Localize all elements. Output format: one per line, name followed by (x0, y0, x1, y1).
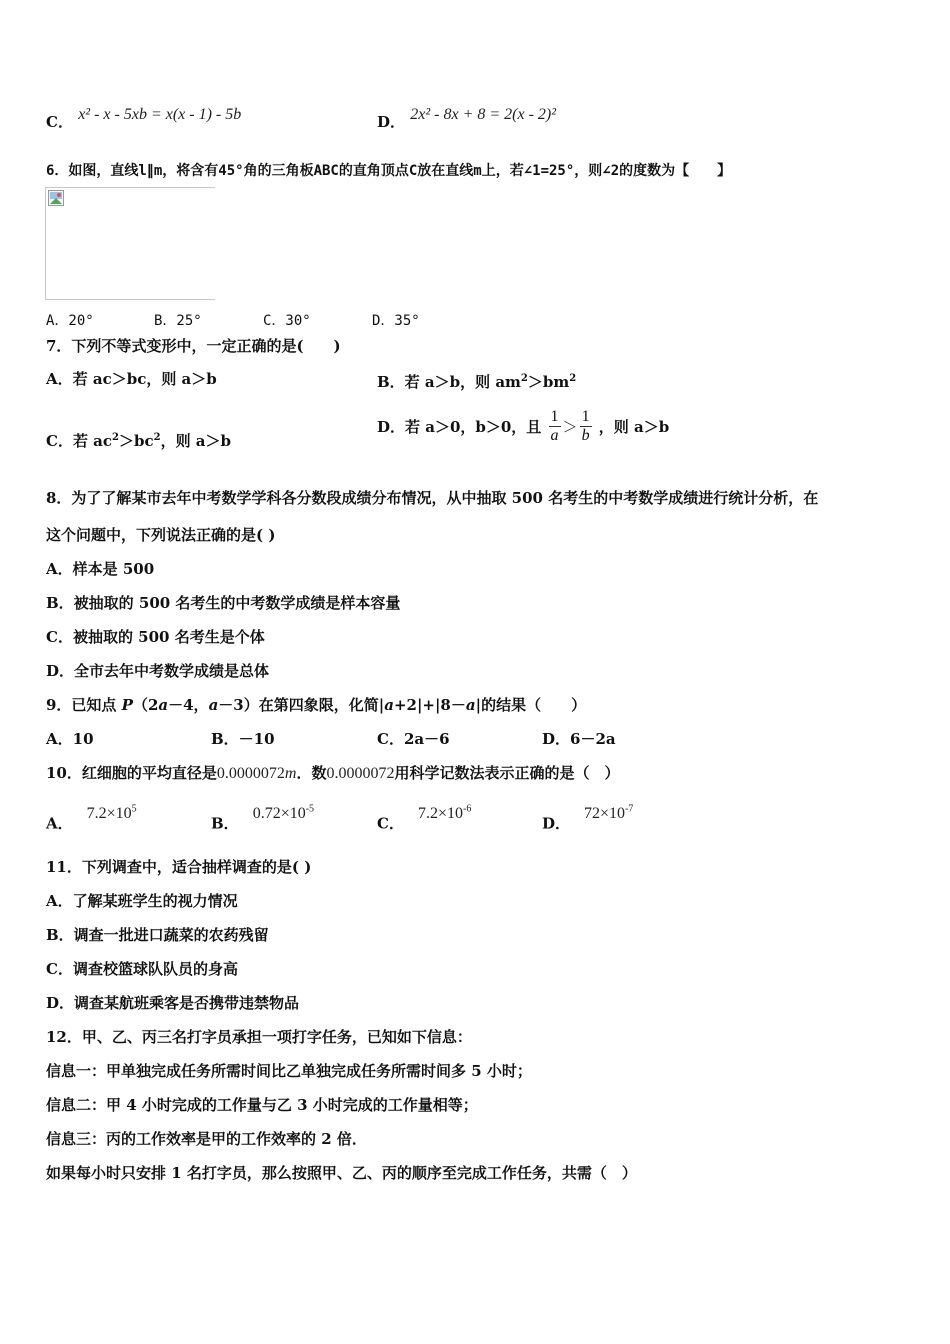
q10-stem: 10．红细胞的平均直径是0.0000072m．数0.0000072用科学记数法表示正确的是（ ） (46, 764, 620, 782)
q7-option-c-sup1: 2 (112, 432, 119, 443)
q10-option-a: A．$7.2\times 10^5$ (46, 804, 137, 833)
q5-option-d-formula: 2x² - 8x + 8 = 2(x - 2)² (410, 106, 557, 123)
q8-option-b: B．被抽取的 500 名考生的中考数学成绩是样本容量 (46, 594, 401, 612)
q7-option-d-frac-a: $\frac{1}{a}$ (550, 408, 559, 444)
q9-stem: 9．已知点 P（2a－4，a－3）在第四象限，化简|a+2|+|8－a|的结果（ ） (46, 696, 587, 714)
q5-option-d-label: D． (377, 113, 406, 131)
q7-option-d-text: D．若 a＞0，b＞0，且 (377, 418, 542, 436)
q7-option-a: A．若 ac＞bc，则 a＞b (46, 370, 217, 388)
q8-option-c: C．被抽取的 500 名考生是个体 (46, 628, 265, 646)
q7-option-b-mid: ＞bm (527, 373, 570, 391)
q7-option-d-gt: ＞ (562, 418, 578, 436)
q12-stem: 12．甲、乙、丙三名打字员承担一项打字任务，已知如下信息： (46, 1028, 472, 1046)
q11-option-c: C．调查校篮球队队员的身高 (46, 960, 238, 978)
q9-option-d: D．6－2a (542, 730, 616, 748)
q7-option-c-text: C．若 ac (46, 432, 113, 450)
q7-option-b-sup2: 2 (569, 373, 577, 384)
q11-option-d: D．调查某航班乘客是否携带违禁物品 (46, 994, 300, 1012)
q5-option-c (46, 106, 242, 133)
q7-stem: 7．下列不等式变形中，一定正确的是( ) (46, 337, 341, 355)
q8-stem-line1: 8．为了了解某市去年中考数学学科各分数段成绩分布情况，从中抽取 500 名考生的中考数学成绩进行统计分析，在 (46, 489, 819, 507)
q6-option-c: C．30° (263, 313, 311, 329)
q11-option-b: B．调查一批进口蔬菜的农药残留 (46, 926, 269, 944)
q7-option-c-suffix: ，则 a＞b (160, 432, 232, 450)
q6-stem: 6．如图，直线l∥m，将含有45°角的三角板ABC的直角顶点C放在直线m上，若∠1=25°，则∠2的度数为【 】 (46, 163, 732, 179)
q10-unit: m (284, 765, 297, 782)
q8-option-a: A．样本是 500 (46, 560, 155, 578)
q9-option-c: C．2a－6 (377, 730, 450, 748)
q12-info1: 信息一：甲单独完成任务所需时间比乙单独完成任务所需时间多 5 小时； (46, 1062, 532, 1080)
q12-info3: 信息三：丙的工作效率是甲的工作效率的 2 倍． (46, 1130, 367, 1148)
q10-option-d: D．$72\times 10^{-7}$ (542, 804, 634, 833)
q12-question: 如果每小时只安排 1 名打字员，那么按照甲、乙、丙的顺序至完成工作任务，共需（ ） (46, 1164, 637, 1182)
q5-option-c-formula: x² - x - 5xb = x(x - 1) - 5b (78, 106, 242, 123)
q7-option-d (377, 408, 669, 445)
q10-value1: 0.0000072 (216, 765, 285, 782)
q9-option-a: A．10 (46, 730, 94, 748)
q5-option-c-label: C． (46, 113, 73, 131)
q12-info2: 信息二：甲 4 小时完成的工作量与乙 3 小时完成的工作量相等； (46, 1096, 478, 1114)
q11-option-a: A．了解某班学生的视力情况 (46, 892, 238, 910)
broken-image-icon (48, 190, 64, 206)
q7-option-b-text: B．若 a＞b，则 am (377, 373, 521, 391)
q11-stem: 11．下列调查中，适合抽样调查的是( ) (46, 858, 312, 876)
q7-option-d-frac-b: $\frac{1}{b}$ (581, 408, 590, 444)
q7-option-d-suffix: ，则 a＞b (598, 418, 670, 436)
q8-option-d: D．全市去年中考数学成绩是总体 (46, 662, 270, 680)
q9-option-b: B．－10 (211, 730, 275, 748)
q6-option-d: D．35° (372, 313, 420, 329)
q6-figure (45, 187, 215, 300)
q7-option-b (377, 369, 576, 392)
q10-value2: 0.0000072 (326, 765, 395, 782)
q6-option-a: A．20° (46, 313, 94, 329)
q7-option-c-sup2: 2 (153, 432, 161, 443)
q10-option-c: C．$7.2\times 10^{-6}$ (377, 804, 472, 833)
q7-option-c-mid: ＞bc (118, 432, 154, 450)
q5-option-d (377, 106, 557, 133)
q10-option-b: B．$0.72\times 10^{-5}$ (211, 804, 315, 833)
q7-option-c (46, 428, 231, 451)
q6-option-b: B．25° (154, 313, 202, 329)
q7-option-b-sup1: 2 (520, 373, 528, 384)
q8-stem-line2: 这个问题中，下列说法正确的是( ) (46, 526, 276, 544)
